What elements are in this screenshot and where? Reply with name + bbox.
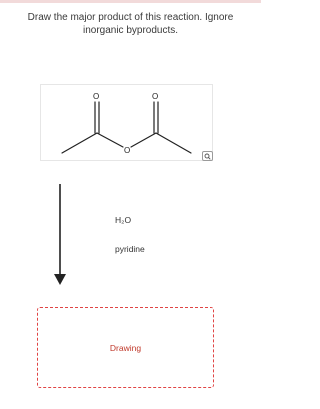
drawing-label: Drawing xyxy=(109,342,142,353)
atom-o-left: O xyxy=(93,92,100,101)
bond-methyl-left xyxy=(62,133,97,153)
atom-o-bridge: O xyxy=(124,146,131,155)
bond-carbonyl-left-to-bridge xyxy=(97,133,123,147)
top-accent-bar xyxy=(0,0,261,3)
atom-o-right: O xyxy=(152,92,159,101)
reagent-water: H₂O xyxy=(115,215,132,225)
question-line-1: Draw the major product of this reaction. Ignore xyxy=(27,12,234,23)
question-text xyxy=(4,11,257,37)
magnifier-icon xyxy=(204,153,211,160)
zoom-button[interactable] xyxy=(202,151,213,161)
bond-methyl-right xyxy=(156,133,191,153)
bond-bridge-to-carbonyl-right xyxy=(131,133,156,147)
acetic-anhydride-structure xyxy=(41,85,214,162)
reactant-structure-box xyxy=(40,84,213,161)
reaction-arrow xyxy=(54,184,66,286)
reagent-pyridine: pyridine xyxy=(115,244,145,254)
question-line-2: inorganic byproducts. xyxy=(82,25,179,36)
drawing-area[interactable] xyxy=(37,307,214,388)
